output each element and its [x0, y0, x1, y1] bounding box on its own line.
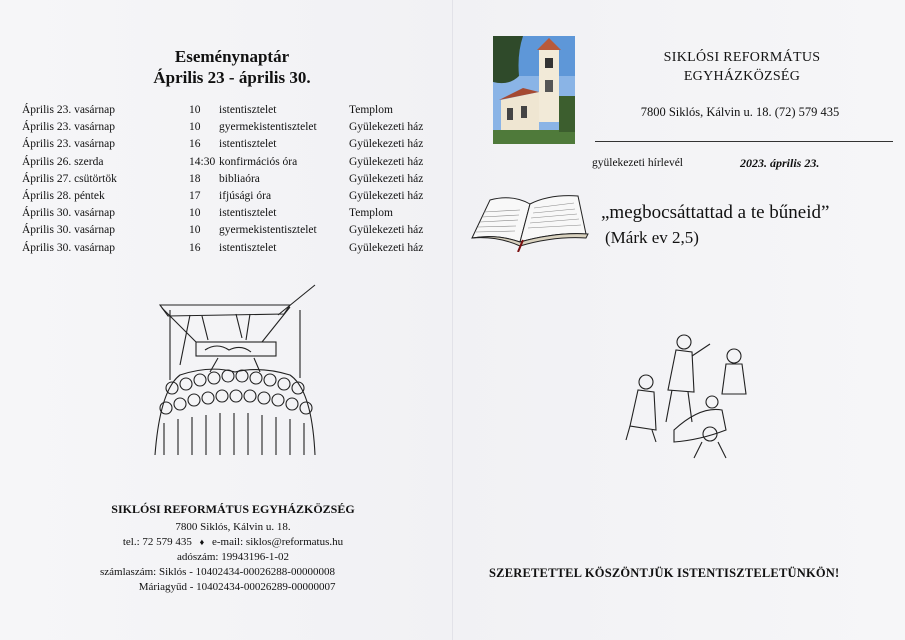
footer-account-1 [78, 565, 388, 580]
row-place: Gyülekezeti ház [349, 138, 424, 151]
calendar-subtitle: Április 23 - április 30. [153, 68, 311, 87]
diamond-icon: ♦ [199, 537, 205, 547]
verse-quote: „megbocsáttattad a te bűneid” [601, 202, 830, 223]
row-place: Gyülekezeti ház [349, 121, 424, 134]
open-bible-icon [468, 190, 592, 252]
footer-email[interactable]: e-mail: siklos@reformatus.hu [212, 536, 344, 548]
row-event: istentisztelet [219, 241, 277, 254]
page-fold [452, 0, 453, 640]
row-date: Április 30. vasárnap [22, 224, 115, 237]
footer-contact-line [78, 535, 388, 550]
row-event: bibliaóra [219, 172, 260, 185]
row-date: Április 23. vasárnap [22, 104, 115, 116]
row-event: gyermekistentisztelet [219, 121, 317, 134]
welcome-banner: SZERETETTEL KÖSZÖNTJÜK ISTENTISZTELETÜNKÖN! [489, 566, 840, 580]
account-2-number: - 10402434-00026289-00000007 [189, 581, 336, 593]
newsletter-label: gyülekezeti hírlevél [592, 157, 684, 169]
row-time: 17 [189, 189, 201, 202]
newsletter-date: 2023. április 23. [740, 156, 820, 170]
row-place: Gyülekezeti ház [349, 241, 424, 254]
header-org [612, 48, 872, 86]
row-date: Április 30. vasárnap [22, 241, 115, 254]
footer-address: 7800 Siklós, Kálvin u. 18. [175, 521, 291, 533]
row-time: 10 [189, 224, 201, 237]
row-time: 10 [189, 207, 201, 220]
row-place: Gyülekezeti ház [349, 189, 424, 202]
header-org-line2: EGYHÁZKÖZSÉG [683, 69, 801, 84]
row-event: ifjúsági óra [219, 189, 272, 202]
account-2-label: Máriagyűd [138, 581, 187, 593]
row-time: 18 [189, 172, 201, 185]
footer-tax-number: adószám: 19943196-1-02 [176, 551, 290, 563]
account-1-label: számlaszám: Siklós [100, 566, 187, 578]
row-event: istentisztelet [219, 138, 277, 151]
row-place: Templom [349, 207, 393, 220]
header-org-line1: SIKLÓSI REFORMÁTUS [663, 50, 821, 65]
row-place: Gyülekezeti ház [349, 224, 424, 237]
row-place: Gyülekezeti ház [349, 172, 424, 185]
row-time: 16 [189, 138, 201, 151]
footer-contact [78, 502, 388, 595]
row-place: Templom [349, 104, 393, 116]
row-place: Gyülekezeti ház [349, 155, 424, 168]
row-date: Április 23. vasárnap [22, 138, 115, 151]
footer-account-2 [78, 580, 388, 595]
verse-reference: (Márk ev 2,5) [605, 228, 699, 247]
calendar-heading [132, 46, 332, 88]
roof-healing-illustration [150, 280, 320, 460]
row-event: istentisztelet [219, 104, 277, 116]
row-event: istentisztelet [219, 207, 277, 220]
header-address: 7800 Siklós, Kálvin u. 18. (72) 579 435 [640, 105, 840, 119]
calendar-title: Eseménynaptár [174, 47, 290, 66]
row-date: Április 30. vasárnap [22, 207, 115, 220]
row-time: 16 [189, 241, 201, 254]
row-date: Április 27. csütörtök [22, 172, 117, 185]
row-time: 10 [189, 104, 201, 116]
row-date: Április 26. szerda [22, 155, 104, 168]
row-event: konfirmációs óra [219, 155, 298, 168]
footer-phone: tel.: 72 579 435 [122, 536, 192, 548]
footer-org-name: SIKLÓSI REFORMÁTUS EGYHÁZKÖZSÉG [111, 502, 355, 516]
jesus-healing-illustration [622, 330, 752, 460]
row-date: Április 28. péntek [22, 189, 105, 202]
row-time: 10 [189, 121, 201, 134]
church-photo [493, 36, 575, 144]
row-event: gyermekistentisztelet [219, 224, 317, 237]
account-1-number: - 10402434-00026288-00000008 [189, 566, 335, 578]
header-divider [595, 141, 893, 142]
row-time: 14:30 [189, 155, 216, 168]
row-date: Április 23. vasárnap [22, 121, 115, 134]
